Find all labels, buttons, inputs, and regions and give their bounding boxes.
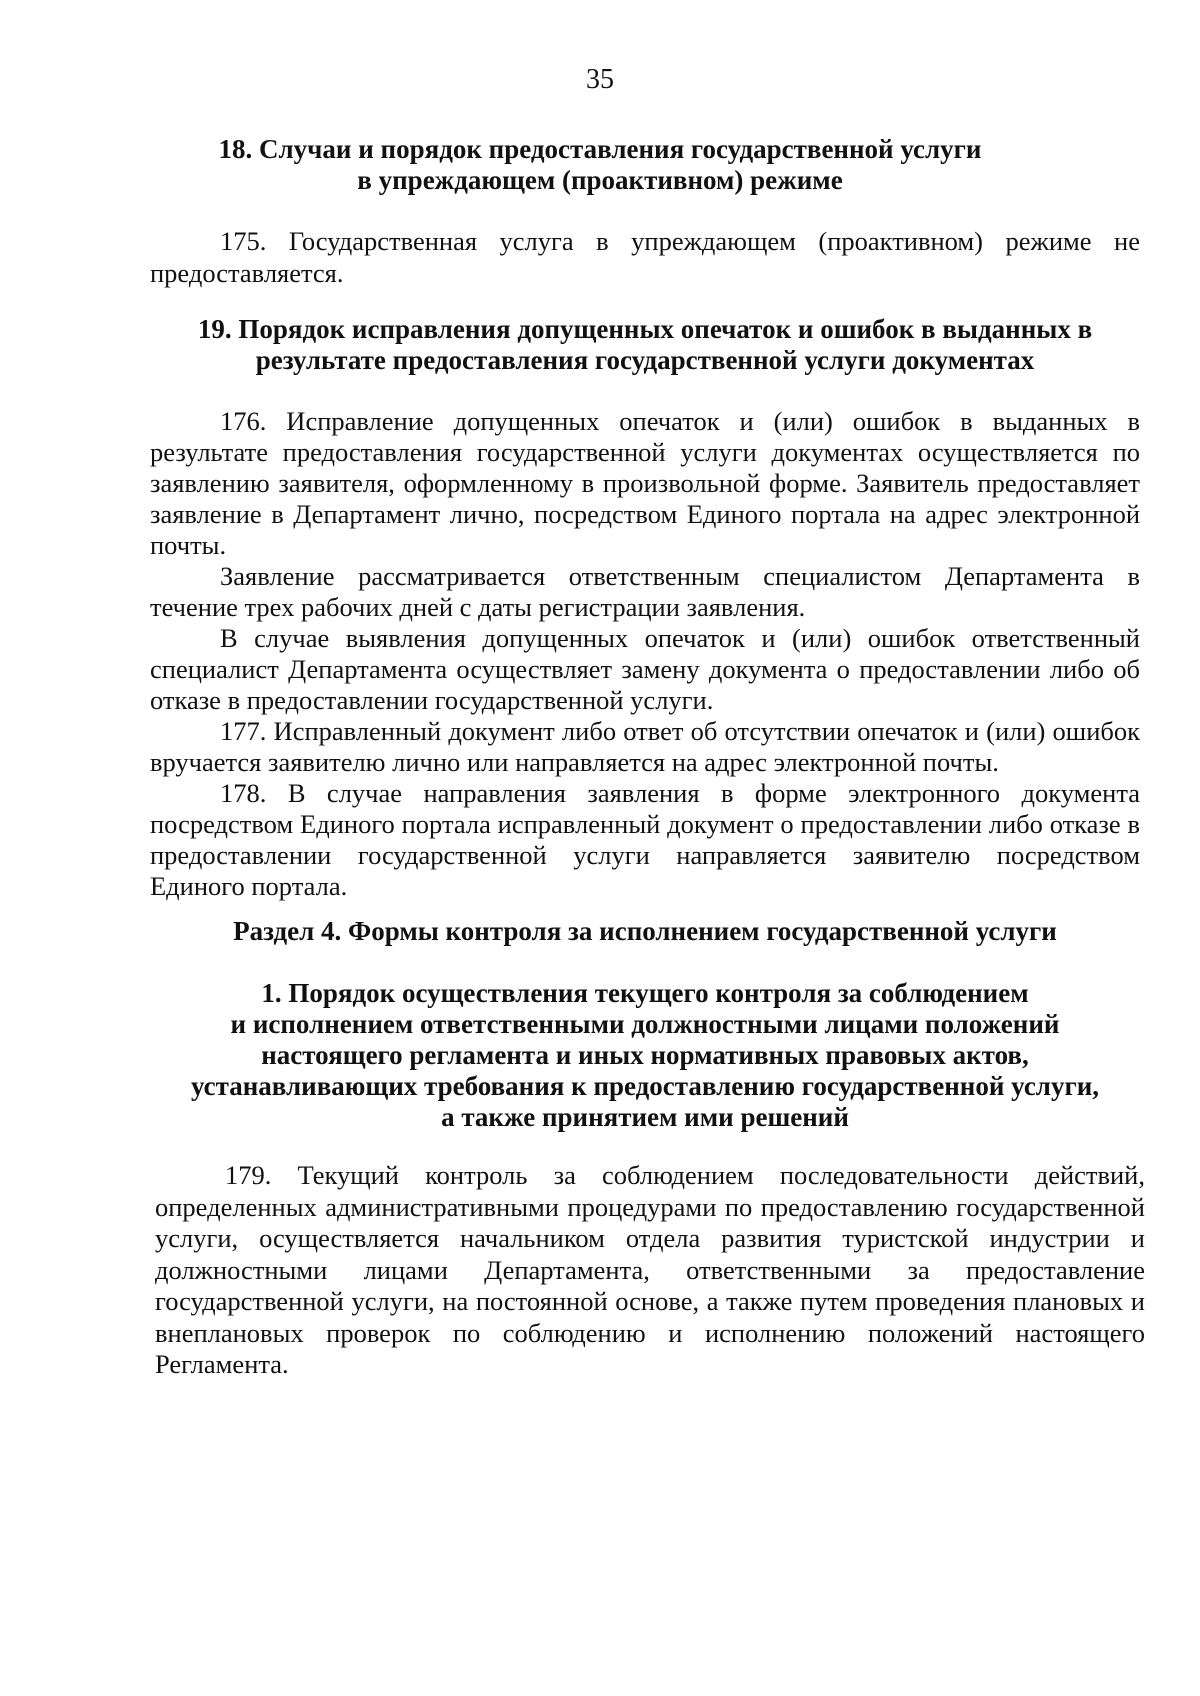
heading-line: 1. Порядок осуществления текущего контроля за соблюдением xyxy=(261,978,1029,1008)
paragraph-176-review: Заявление рассматривается ответственным специалистом Департамента в течение трех рабочих дней с даты регистрации заявления. xyxy=(150,561,1140,622)
heading-line: 18. Случаи и порядок предоставления государственной услуги xyxy=(218,134,982,164)
paragraph-179: 179. Текущий контроль за соблюдением последовательности действий, определенных административными процедурами по предоставлению государственной услуги, осуществляется начальником отдела развития туристской индустрии и должностными лицами Департамента, ответственными за предоставление государственной услуги, на постоянной основе, а также путем проведения плановых и внеплановых проверок по соблюдению и исполнению положений настоящего Регламента. xyxy=(155,1160,1145,1379)
section-1-heading-block xyxy=(150,978,1140,1133)
section-19-heading-block xyxy=(150,314,1140,376)
heading-line: результате предоставления государственной услуги документах xyxy=(255,345,1035,375)
paragraph-176: 176. Исправление допущенных опечаток и (или) ошибок в выданных в результате предоставления государственной услуги документах осуществляется по заявлению заявителя, оформленному в произвольной форме. Заявитель предоставляет заявление в Департамент лично, посредством Единого портала на адрес электронной почты. xyxy=(150,406,1140,560)
heading-line: в упреждающем (проактивном) режиме xyxy=(357,165,843,195)
paragraph-175-block xyxy=(150,226,1140,289)
heading-line: 19. Порядок исправления допущенных опечаток и ошибок в выданных в xyxy=(197,314,1093,344)
paragraph-175: 175. Государственная услуга в упреждающем (проактивном) режиме не предоставляется. xyxy=(150,226,1140,288)
part-4-heading: Раздел 4. Формы контроля за исполнением государственной услуги xyxy=(233,916,1057,946)
part-4-heading-block xyxy=(150,916,1140,947)
paragraph-178: 178. В случае направления заявления в форме электронного документа посредством Единого портала исправленный документ о предоставлении либо отказе в предоставлении государственной услуги направляется заявителю посредством Единого портала. xyxy=(150,778,1140,901)
heading-line: а также принятием ими решений xyxy=(441,1102,849,1132)
section-19-heading xyxy=(150,314,1140,376)
heading-line: и исполнением ответственными должностными лицами положений xyxy=(230,1009,1060,1039)
section-1-heading xyxy=(150,978,1140,1133)
section-18-heading-block xyxy=(190,134,1010,196)
section-18-heading xyxy=(190,134,1010,196)
heading-line: настоящего регламента и иных нормативных правовых актов, xyxy=(261,1040,1029,1070)
paragraph-176-replacement: В случае выявления допущенных опечаток и (или) ошибок ответственный специалист Департамента осуществляет замену документа о предоставлении либо об отказе в предоставлении государственной услуги. xyxy=(150,623,1140,715)
heading-line: устанавливающих требования к предоставлению государственной услуги, xyxy=(190,1071,1100,1101)
section-19-body xyxy=(150,406,1140,902)
paragraph-179-block xyxy=(155,1160,1145,1381)
paragraph-177: 177. Исправленный документ либо ответ об отсутствии опечаток и (или) ошибок вручается заявителю лично или направляется на адрес электронной почты. xyxy=(150,716,1140,777)
page-number: 35 xyxy=(586,64,614,95)
